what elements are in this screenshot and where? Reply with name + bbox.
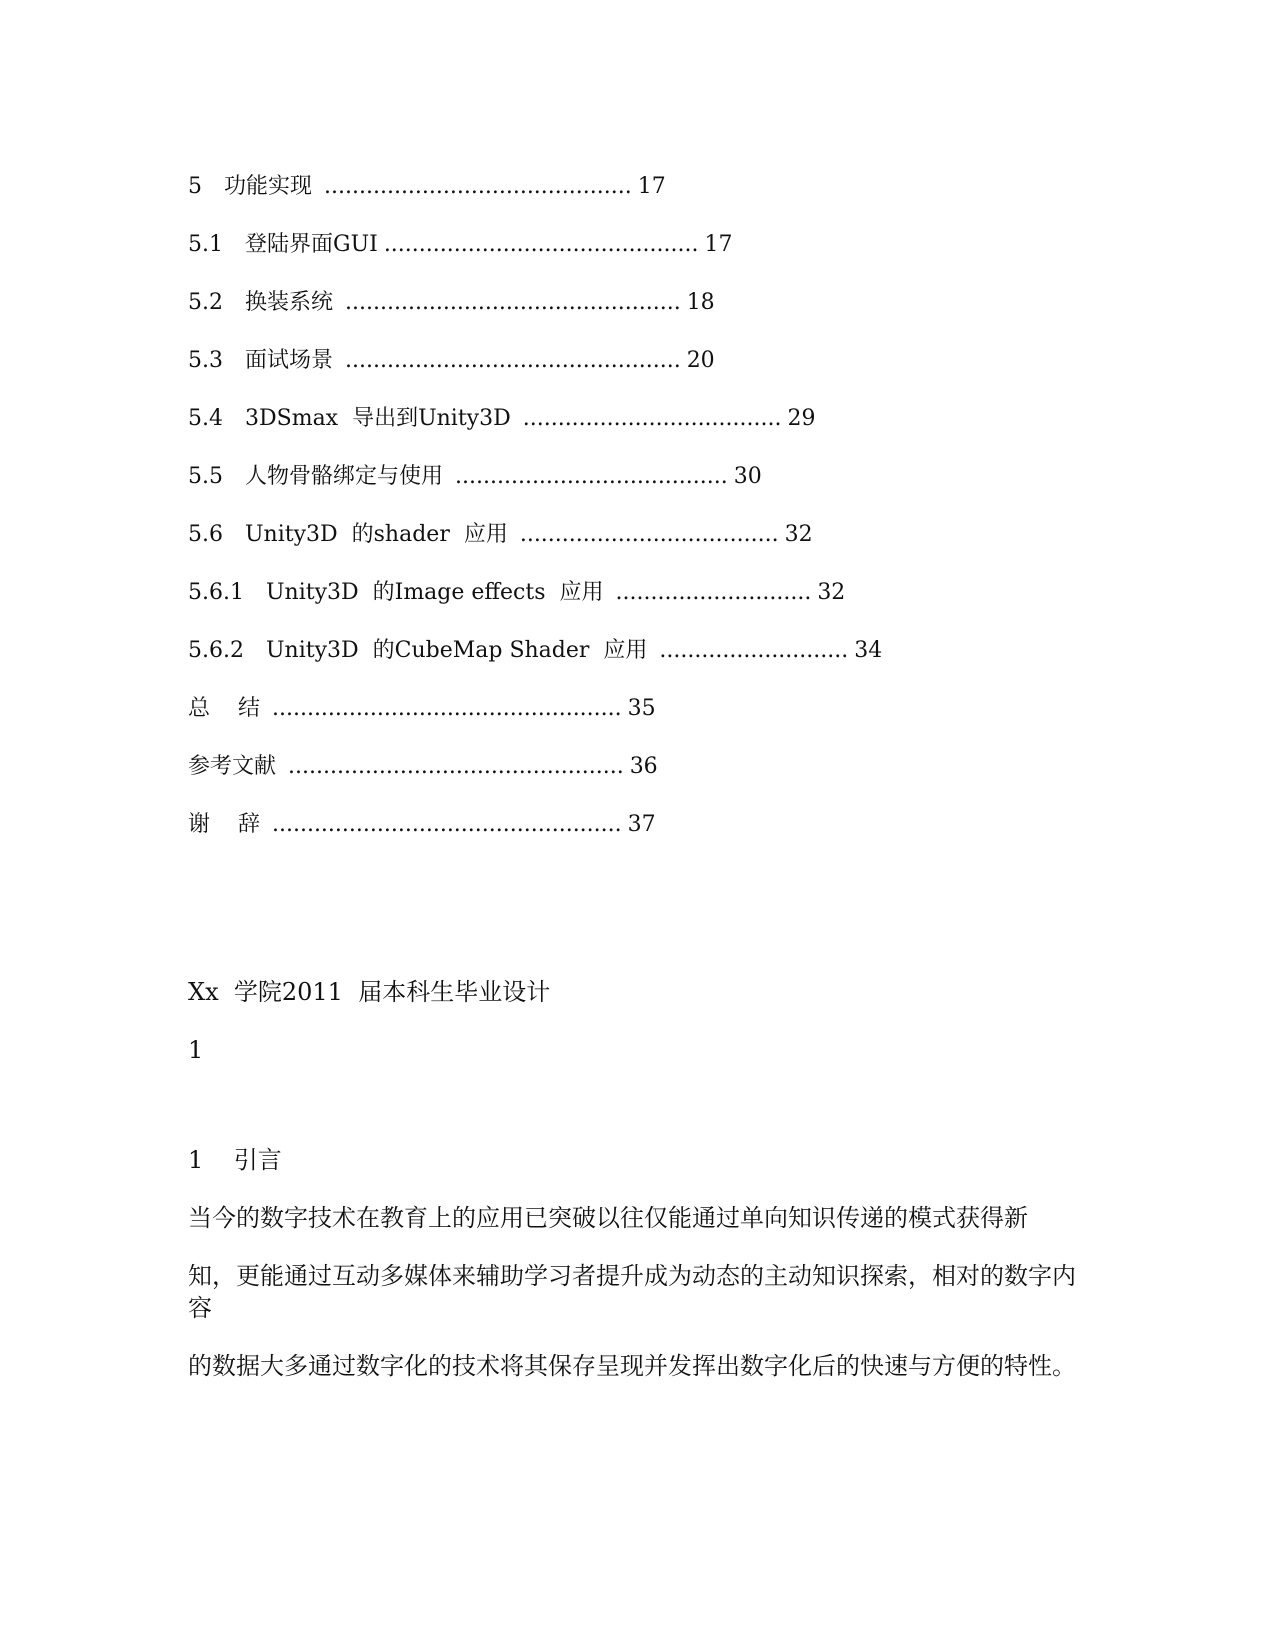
toc-number: 5.1 <box>188 232 223 257</box>
paragraph-line: 当今的数字技术在教育上的应用已突破以往仅能通过单向知识传递的模式获得新 <box>188 1204 1028 1232</box>
paragraph-line: 的数据大多通过数字化的技术将其保存呈现并发挥出数字化后的快速与方便的特性。 <box>188 1352 1076 1380</box>
toc-entry[interactable] <box>188 810 656 840</box>
toc-page-number: 17 <box>637 174 666 199</box>
toc-leader-dots: ............................................ <box>324 174 632 199</box>
toc-leader-dots: ..................................... <box>522 406 782 431</box>
toc-leader-dots: ................................................ <box>288 754 624 779</box>
toc-leader-dots: ........................... <box>659 638 849 663</box>
toc-number: 5.5 <box>188 464 223 489</box>
toc-entry[interactable] <box>188 346 715 376</box>
running-header: Xx 学院2011 届本科生毕业设计 <box>188 978 551 1006</box>
toc-title: 3DSmax 导出到Unity3D <box>245 406 511 431</box>
toc-leader-dots: ............................ <box>615 580 812 605</box>
toc-title: 人物骨骼绑定与使用 <box>245 464 444 489</box>
toc-page-number: 18 <box>686 290 715 315</box>
toc-number: 5.6.2 <box>188 638 244 663</box>
toc-title: 面试场景 <box>245 348 334 373</box>
toc-title: Unity3D 的shader 应用 <box>245 522 508 547</box>
toc-entry[interactable] <box>188 694 656 724</box>
toc-title: 参考文献 <box>188 754 277 779</box>
toc-leader-dots: ................................................ <box>345 290 681 315</box>
toc-title: 总 结 <box>188 696 260 721</box>
toc-page-number: 17 <box>704 232 733 257</box>
toc-leader-dots: ....................................... <box>455 464 728 489</box>
toc-title: 功能实现 <box>224 174 313 199</box>
toc-page-number: 32 <box>784 522 813 547</box>
toc-leader-dots: ............................................. <box>383 232 699 257</box>
toc-page-number: 34 <box>854 638 883 663</box>
toc-title: 谢 辞 <box>188 812 260 837</box>
paragraph-line: 知，更能通过互动多媒体来辅助学习者提升成为动态的主动知识探索，相对的数字内容 <box>188 1262 1076 1322</box>
toc-leader-dots: .................................................. <box>271 812 622 837</box>
toc-entry[interactable] <box>188 462 762 492</box>
toc-title: 登陆界面GUI <box>245 232 378 257</box>
page-number: 1 <box>188 1036 204 1064</box>
toc-number: 5.3 <box>188 348 223 373</box>
toc-title: 换装系统 <box>245 290 334 315</box>
toc-leader-dots: .................................................. <box>271 696 622 721</box>
toc-page-number: 20 <box>686 348 715 373</box>
toc-entry[interactable] <box>188 230 733 260</box>
toc-page-number: 37 <box>627 812 656 837</box>
toc-leader-dots: ................................................ <box>345 348 681 373</box>
toc-title: Unity3D 的CubeMap Shader 应用 <box>265 638 648 663</box>
toc-entry[interactable] <box>188 636 882 666</box>
toc-leader-dots: ..................................... <box>519 522 779 547</box>
toc-number: 5.4 <box>188 406 223 431</box>
section-heading: 1 引言 <box>188 1146 282 1174</box>
toc-entry[interactable] <box>188 752 658 782</box>
toc-title: Unity3D 的Image effects 应用 <box>265 580 604 605</box>
toc-number: 5.2 <box>188 290 223 315</box>
toc-page-number: 36 <box>629 754 658 779</box>
toc-entry[interactable] <box>188 578 845 608</box>
toc-entry[interactable] <box>188 520 813 550</box>
toc-number: 5.6.1 <box>188 580 244 605</box>
toc-page-number: 32 <box>817 580 846 605</box>
toc-entry[interactable] <box>188 404 815 434</box>
toc-page-number: 30 <box>733 464 762 489</box>
toc-number: 5 <box>188 174 202 199</box>
toc-entry[interactable] <box>188 172 666 202</box>
toc-number: 5.6 <box>188 522 223 547</box>
toc-page-number: 29 <box>787 406 816 431</box>
toc-page-number: 35 <box>627 696 656 721</box>
toc-entry[interactable] <box>188 288 715 318</box>
